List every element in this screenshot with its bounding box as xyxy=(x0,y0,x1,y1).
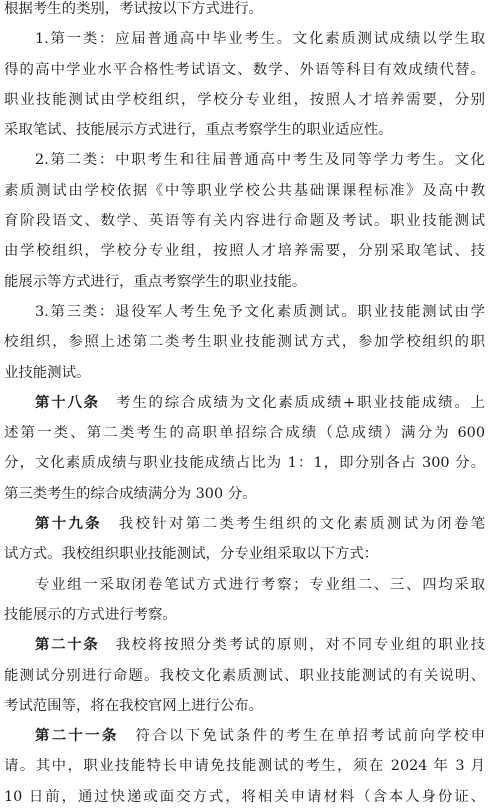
line-text: 2.第二类：中职考生和往届普通高中考生及同等学力考生。文化 xyxy=(35,152,485,169)
text-line xyxy=(4,176,485,206)
text-line xyxy=(4,570,485,600)
text-line xyxy=(4,55,485,85)
line-text: 素质测试由学校依据《中等职业学校公共基础课课程标准》及高中教 xyxy=(4,182,485,199)
article-heading: 第二十一条 xyxy=(35,728,119,745)
text-line xyxy=(4,145,485,175)
text-line xyxy=(4,600,485,630)
line-text: 述第一类、第二类考生的高职单招综合成绩（总成绩）满分为 600 xyxy=(4,425,485,442)
article-heading: 第十八条 xyxy=(35,394,100,411)
line-text: 考试范围等，将在我校官网上进行公布。 xyxy=(4,697,264,714)
article-heading: 第二十条 xyxy=(35,637,100,654)
line-text: 专业组一采取闭卷笔试方式进行考察；专业组二、三、四均采取 xyxy=(35,576,485,593)
text-line xyxy=(4,479,485,509)
text-line xyxy=(4,236,485,266)
text-line xyxy=(4,115,485,145)
article-line xyxy=(4,509,485,539)
line-text: 我校针对第二类考生组织的文化素质测试为闭卷笔 xyxy=(116,516,485,533)
text-line xyxy=(4,358,485,388)
line-text: 根据考生的类别，考试按以下方式进行。 xyxy=(4,1,264,17)
line-text: 由学校组织，学校分专业组，按照人才培养需要，分别采取笔试、技 xyxy=(4,243,485,260)
line-text: 业技能测试。 xyxy=(4,364,91,381)
line-text: 1.第一类：应届普通高中毕业考生。文化素质测试成绩以学生取 xyxy=(35,31,485,48)
text-line xyxy=(4,267,485,297)
document-page xyxy=(4,0,485,812)
line-text: 技能展示的方式进行考察。 xyxy=(4,606,177,623)
text-line xyxy=(4,327,485,357)
article-line xyxy=(4,388,485,418)
article-line xyxy=(4,630,485,660)
line-text: 采取笔试、技能展示方式进行，重点考察学生的职业适应性。 xyxy=(4,122,393,139)
line-text: 得的高中学业水平合格性考试语文、数学、外语等科目有效成绩代替。 xyxy=(4,61,485,78)
line-text: 育阶段语文、数学、英语等有关内容进行命题及考试。职业技能测试 xyxy=(4,213,485,230)
text-line xyxy=(4,539,485,569)
line-text: 考生的综合成绩为文化素质成绩+职业技能成绩。上 xyxy=(114,394,485,411)
text-line xyxy=(4,24,485,54)
line-text: 职业技能测试由学校组织，学校分专业组，按照人才培养需要，分别 xyxy=(4,91,485,108)
line-text: 分，文化素质成绩与职业技能成绩占比为 1：1，即分别各占 300 分。 xyxy=(4,455,485,472)
article-heading: 第十九条 xyxy=(35,516,103,533)
text-line xyxy=(4,661,485,691)
text-line xyxy=(4,418,485,448)
text-line xyxy=(4,691,485,721)
text-line xyxy=(4,448,485,478)
line-text: 3.第三类：退役军人考生免予文化素质测试。职业技能测试由学 xyxy=(35,303,485,320)
text-line xyxy=(4,782,485,812)
line-text: 请。其中，职业技能特长申请免技能测试的考生，须在 2024 年 3 月 xyxy=(4,758,485,775)
line-text: 能展示等方式进行，重点考察学生的职业技能。 xyxy=(4,273,307,290)
line-text: 符合以下免试条件的考生在单招考试前向学校申 xyxy=(133,728,485,745)
line-text: 我校将按照分类考试的原则，对不同专业组的职业技 xyxy=(113,637,485,654)
article-line xyxy=(4,721,485,751)
line-text: 试方式。我校组织职业技能测试，分专业组采取以下方式： xyxy=(4,546,379,563)
line-text: 能测试分别进行命题。我校文化素质测试、职业技能测试的有关说明、 xyxy=(4,667,485,684)
text-line xyxy=(4,0,485,24)
text-line xyxy=(4,85,485,115)
line-text: 校组织，参照上述第二类考生职业技能测试方式，参加学校组织的职 xyxy=(4,334,485,351)
text-line xyxy=(4,751,485,781)
line-text: 第三类考生的综合成绩满分为 300 分。 xyxy=(4,485,257,502)
line-text: 10 日前，通过快递或面交方式，将相关申请材料（含本人身份证、 xyxy=(4,788,485,805)
text-line xyxy=(4,206,485,236)
text-line xyxy=(4,297,485,327)
